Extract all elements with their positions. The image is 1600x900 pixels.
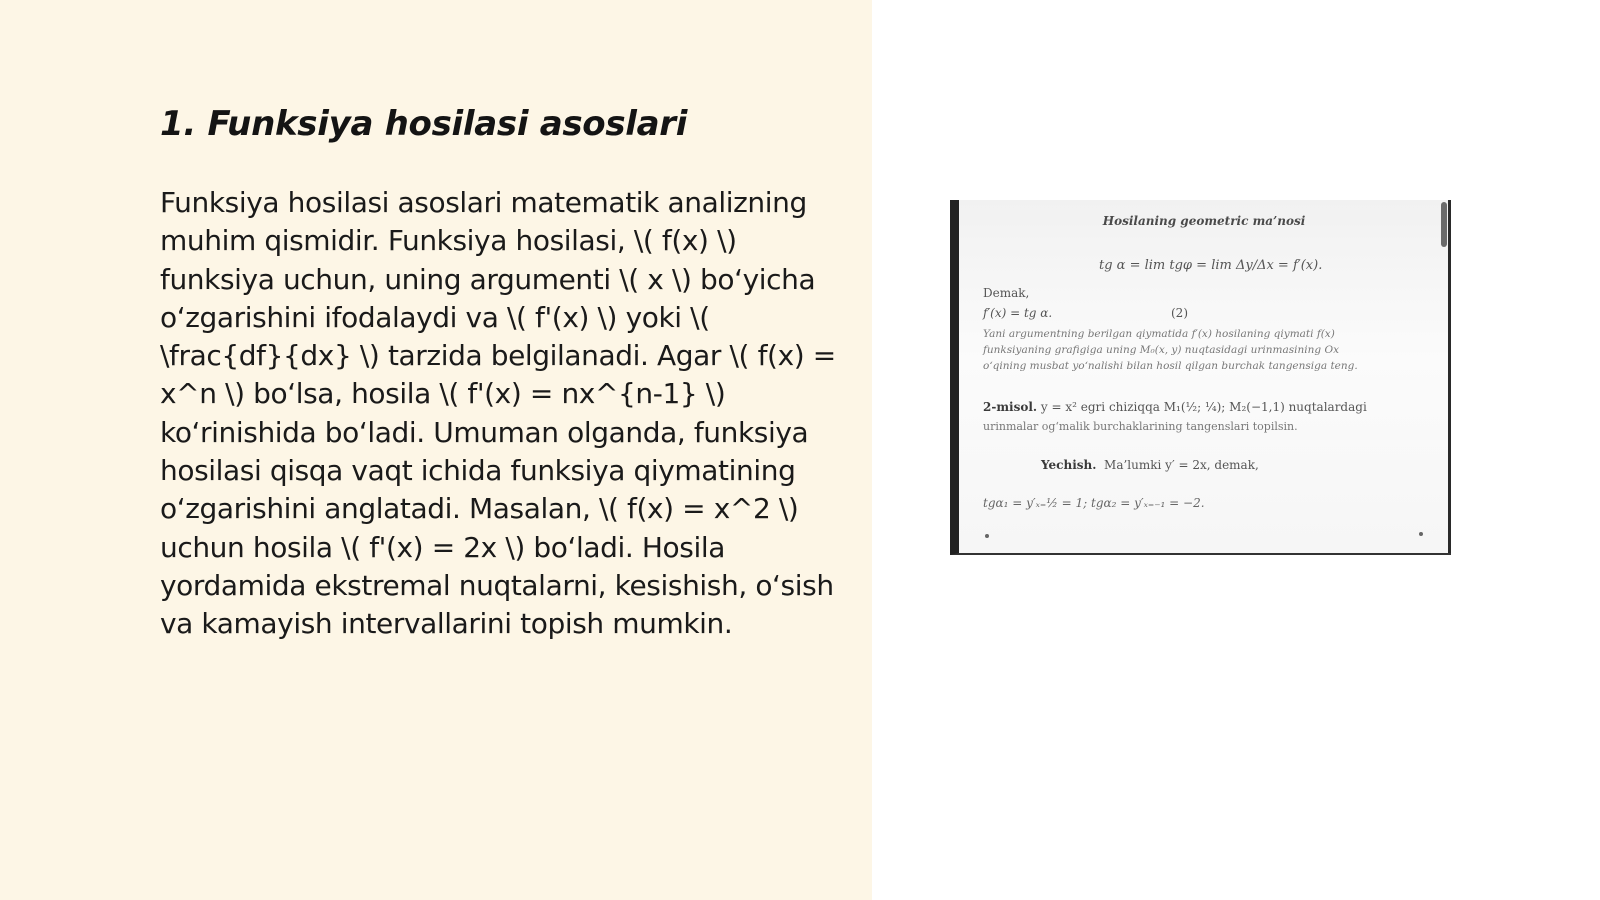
- scan-formula-2: f′(x) = tg α.: [983, 306, 1053, 320]
- scan-example-line: urinmalar og‘malik burchaklarining tangenslari topilsin.: [983, 420, 1298, 433]
- scan-demak: Demak,: [983, 286, 1030, 300]
- scan-example-line: [983, 400, 1367, 414]
- scan-solution-label: Yechish.: [1041, 458, 1097, 472]
- scanned-page-image: [950, 200, 1451, 555]
- scan-paragraph-line: funksiyaning grafigiga uning M₀(x, y) nuqtasidagi urinmasining Ox: [983, 344, 1339, 356]
- image-scrollbar-track: [1448, 200, 1451, 553]
- scan-formula-1: tg α = lim tgφ = lim Δy/Δx = f′(x).: [1099, 258, 1323, 273]
- scan-solution-text: Ma’lumki y′ = 2x, demak,: [1104, 458, 1259, 472]
- scan-heading: Hosilaning geometric ma’nosi: [1102, 214, 1306, 228]
- scan-result-line: tgα₁ = y′ₓ₌½ = 1; tgα₂ = y′ₓ₌₋₁ = −2.: [983, 496, 1205, 510]
- slide-title: 1. Funksiya hosilasi asoslari: [160, 104, 688, 144]
- slide-body-text: Funksiya hosilasi asoslari matematik analizning muhim qismidir. Funksiya hosilasi, \( f(x) \) funksiya uchun, uning argumenti \( x \) bo‘yicha o‘zgarishini ifodalaydi va \( f'(x) \) yoki \( \frac{df}{dx} \) tarzida belgilanadi. Agar \( f(x) = x^n \) bo‘lsa, hosila \( f'(x) = nx^{n-1} \) ko‘rinishida bo‘ladi. Umuman olganda, funksiya hosilasi qisqa vaqt ichida funksiya qiymatining o‘zgarishini anglatadi. Masalan, \( f(x) = x^2 \) uchun hosila \( f'(x) = 2x \) bo‘ladi. Hosila yordamida ekstremal nuqtalarni, kesishish, o‘sish va kamayish intervallarini topish mumkin.: [160, 186, 836, 641]
- scan-formula-2-number: (2): [1171, 306, 1188, 320]
- scan-example-text: y = x² egri chiziqqa M₁(½; ¼); M₂(−1,1) nuqtalardagi: [1040, 400, 1367, 414]
- scan-paragraph-line: o‘qining musbat yo‘nalishi bilan hosil qilgan burchak tangensiga teng.: [983, 360, 1358, 372]
- scan-dot-mark: [985, 534, 989, 538]
- scan-example-label: 2-misol.: [983, 400, 1038, 414]
- scan-solution-line: [1041, 458, 1259, 472]
- scan-paragraph-line: Yani argumentning berilgan qiymatida f′(x) hosilaning qiymati f(x): [983, 328, 1335, 340]
- scan-dot-mark: [1419, 532, 1423, 536]
